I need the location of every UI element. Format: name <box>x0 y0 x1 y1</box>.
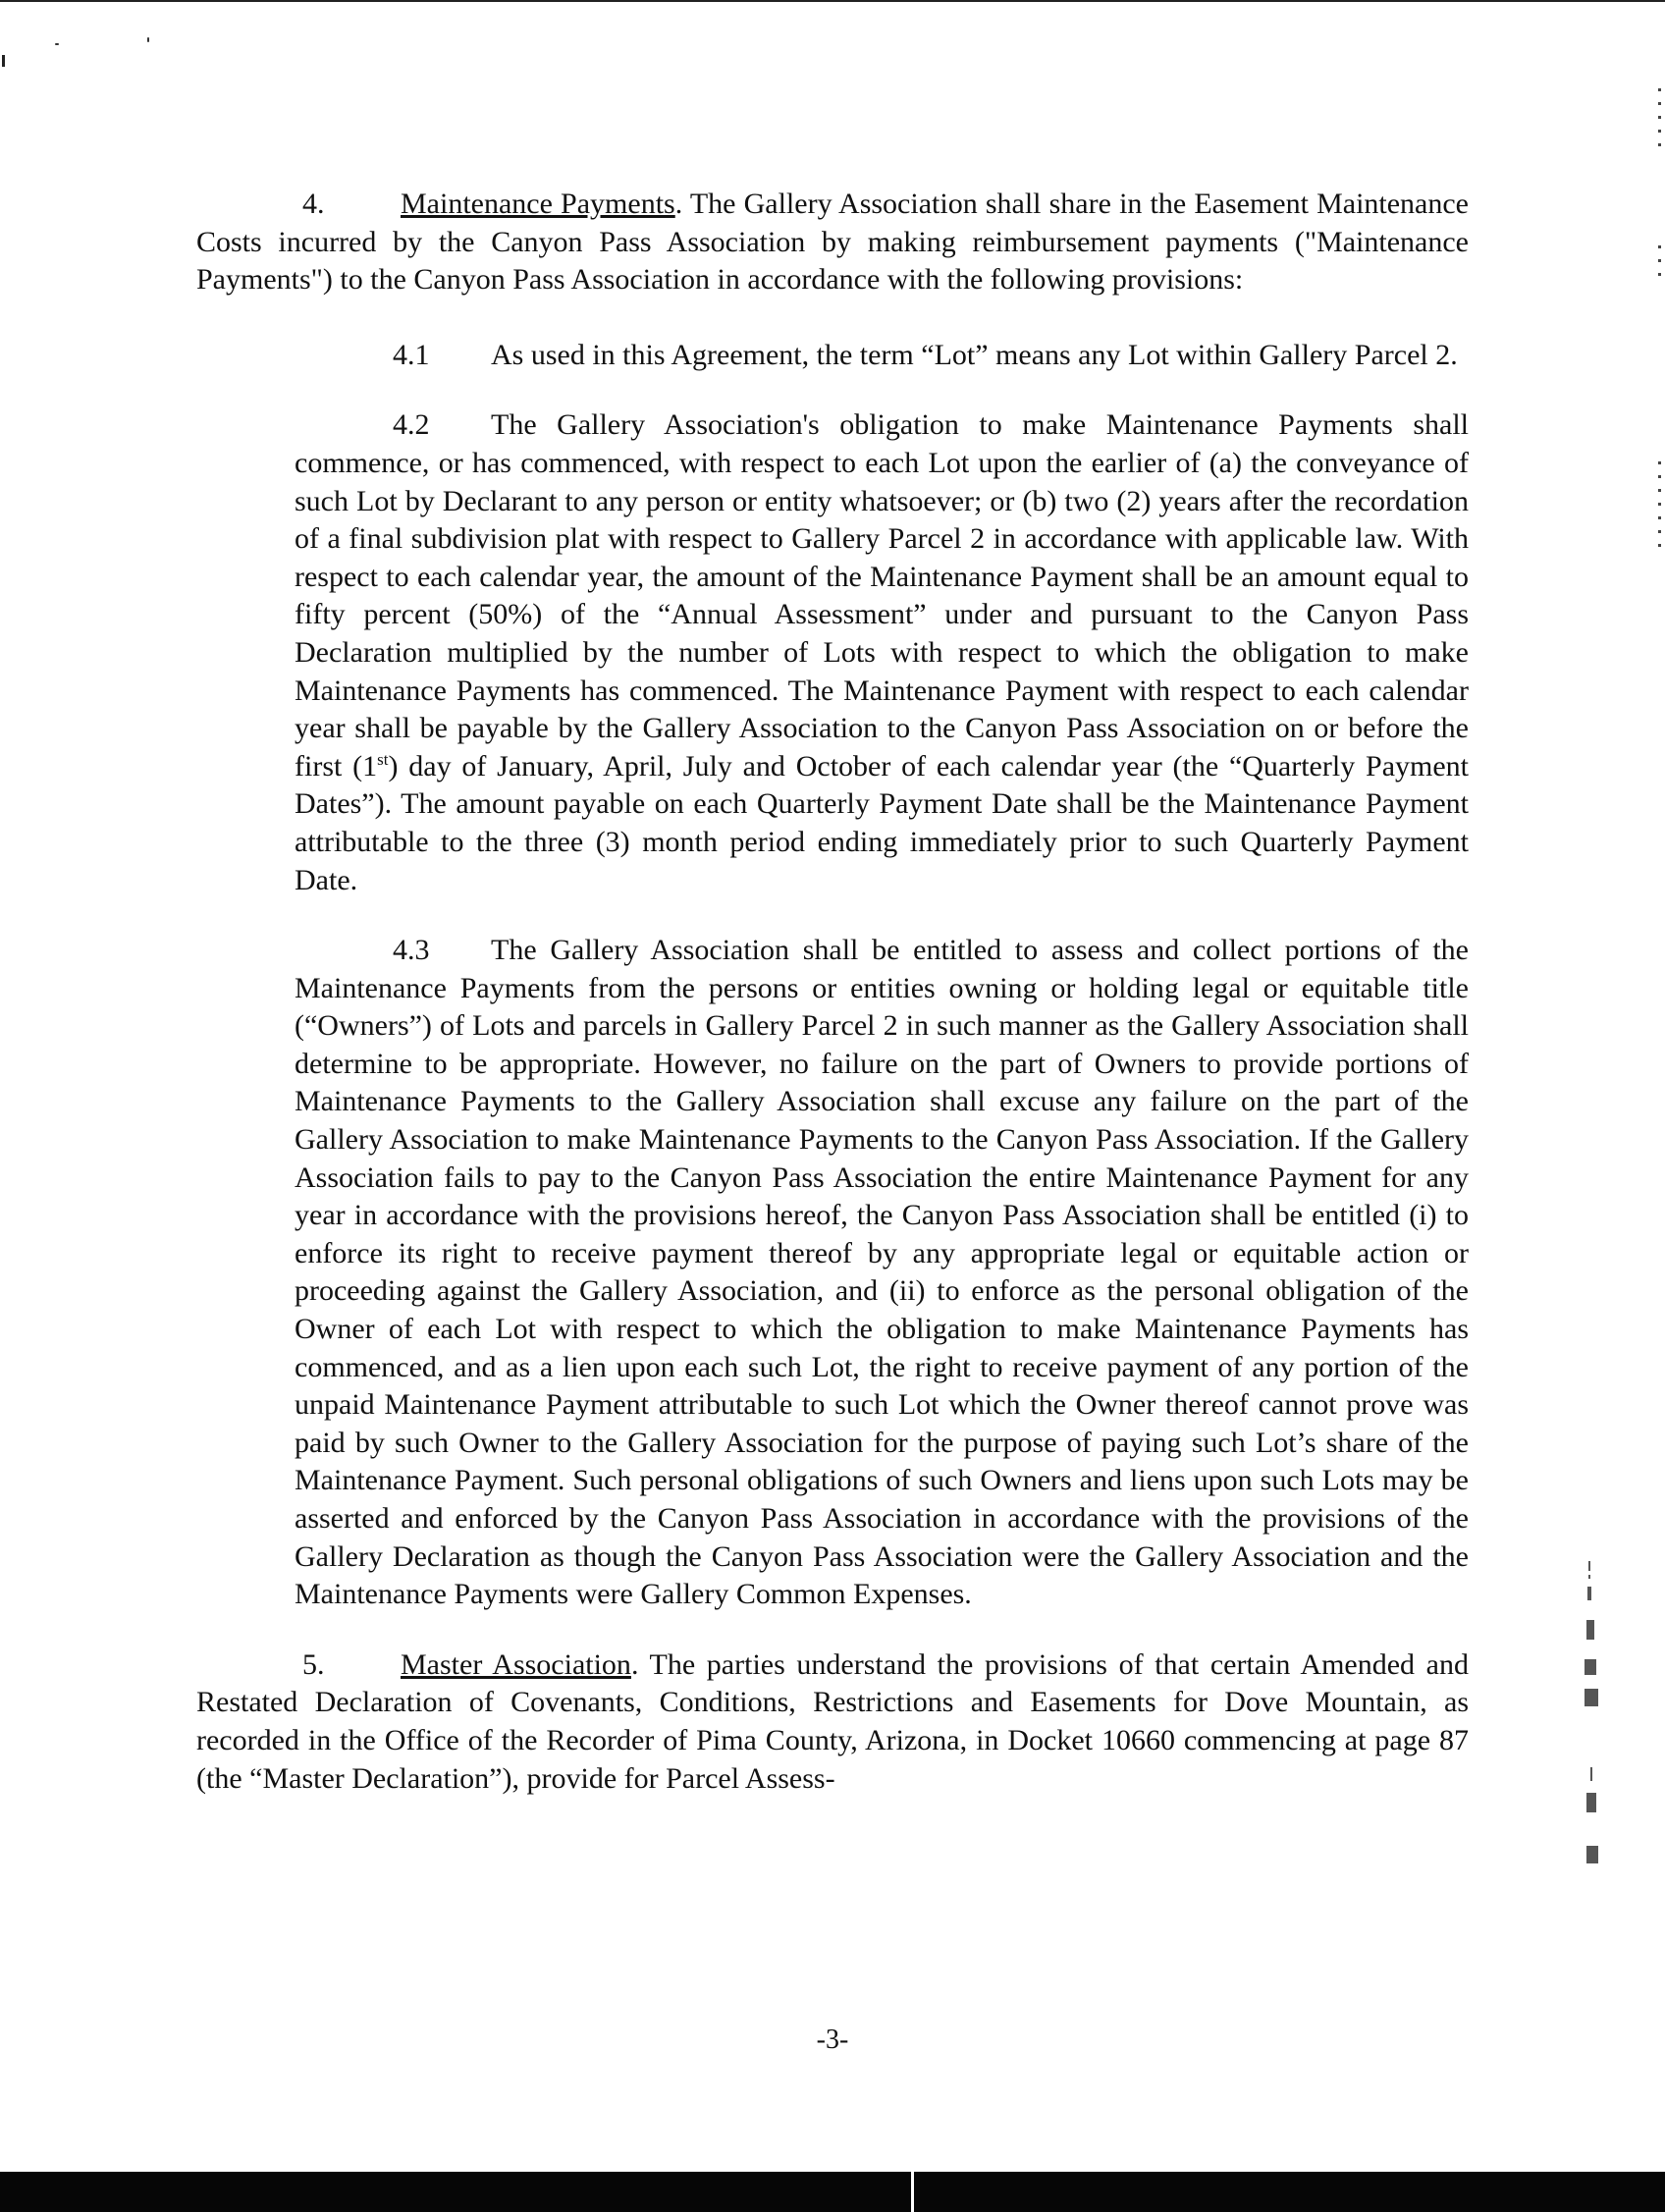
paragraph-5-heading: Master Association <box>401 1647 631 1681</box>
paragraph-4-1-number: 4.1 <box>393 338 430 371</box>
scan-edge-dots <box>1658 245 1661 285</box>
recording-stamp-marks <box>1575 1561 1610 1934</box>
body-text <box>196 186 1469 1798</box>
scan-edge-dots <box>1658 461 1661 550</box>
paragraph-4-2-text: The Gallery Association's obligation to make Maintenance Payments shall commence, or has commenced, with respect to each Lot upon the earlier of (a) the conveyance of such Lot by Declarant to any person or entity whatsoever; or (b) two (2) years after the recordation of a final subdivision plat with respect to Gallery Parcel 2 in accordance with applicable law. With respect to each calendar year, the amount of the Maintenance Payment shall be an amount equal to fifty percent (50%) of the “Annual Assessment” under and pursuant to the Canyon Pass Declaration multiplied by the number of Lots with respect to which the obligation to make Maintenance Payments has commenced. The Maintenance Payment with respect to each calendar year shall be payable by the Gallery Association to the Canyon Pass Association on or before the first (1 <box>295 408 1469 782</box>
paragraph-4-2-number: 4.2 <box>393 408 430 442</box>
paragraph-4-3 <box>295 932 1469 1614</box>
paragraph-4-3-number: 4.3 <box>393 934 430 967</box>
paragraph-5-text: . The parties understand the provisions of that certain Amended and Restated Declaration of Covenants, Conditions, Restrictions and Easements for Dove Mountain, as recorded in the Office of the Recorder of Pima County, Arizona, in Docket 10660 commencing at page 87 (the “Master Declaration”), provide for Parcel Assess- <box>196 1647 1469 1795</box>
scan-speck <box>147 37 149 42</box>
scan-bottom-edge <box>0 2172 1665 2212</box>
scan-speck <box>55 43 59 45</box>
paragraph-5-number: 5. <box>302 1647 325 1681</box>
paragraph-4-2-text-continued: ) day of January, April, July and October of each calendar year (the “Quarterly Payment Dates”). The amount payable on each Quarterly Payment Date shall be the Maintenance Payment attributable to the three (3) month period ending immediately prior to such Quarterly Payment Date. <box>295 749 1469 896</box>
paragraph-4-heading: Maintenance Payments <box>401 188 675 220</box>
paragraph-5 <box>196 1646 1469 1798</box>
paragraph-4-2 <box>295 406 1469 899</box>
paragraph-4-3-text: The Gallery Association shall be entitled to assess and collect portions of the Maintenance Payments from the persons or entities owning or holding legal or equitable title (“Owners”) of Lots and parcels in Gallery Parcel 2 in such manner as the Gallery Association shall determine to be appropriate. However, no failure on the part of Owners to provide portions of Maintenance Payments to the Gallery Association shall excuse any failure on the part of the Gallery Association to make Maintenance Payments to the Canyon Pass Association. If the Gallery Association fails to pay to the Canyon Pass Association the entire Maintenance Payment for any year in accordance with the provisions hereof, the Canyon Pass Association shall be entitled (i) to enforce its right to receive payment thereof by any appropriate legal or equitable action or proceeding against the Gallery Association, and (ii) to enforce as the personal obligation of the Owner of each Lot with respect to which the obligation to make Maintenance Payments has commenced, and as a lien upon each such Lot, the right to receive payment of any portion of the unpaid Maintenance Payment attributable to such Lot which the Owner thereof cannot prove was paid by such Owner to the Gallery Association for the purpose of paying such Lot’s share of the Maintenance Payment. Such personal obligations of such Owners and liens upon such Lots may be asserted and enforced by the Canyon Pass Association in accordance with the provisions of the Gallery Declaration as though the Canyon Pass Association were the Gallery Association and the Maintenance Payments were Gallery Common Expenses. <box>295 934 1469 1611</box>
superscript-st: st <box>377 749 389 769</box>
paragraph-4-text: . The Gallery Association shall share in the Easement Maintenance Costs incurred by the Canyon Pass Association by making reimbursement payments ("Maintenance Payments") to the Canyon Pass Association in accordance with the following provisions: <box>196 188 1470 297</box>
page-number: -3- <box>816 2024 849 2055</box>
paragraph-4 <box>196 186 1469 299</box>
paragraph-4-1 <box>295 337 1469 375</box>
scan-top-edge <box>0 0 1665 2</box>
paragraph-4-number: 4. <box>302 188 325 220</box>
scan-edge-dots <box>1658 88 1661 147</box>
scan-bottom-notch <box>911 2164 914 2212</box>
paragraph-4-1-text: As used in this Agreement, the term “Lot” means any Lot within Gallery Parcel 2. <box>491 338 1458 371</box>
scan-margin-mark <box>2 55 5 67</box>
